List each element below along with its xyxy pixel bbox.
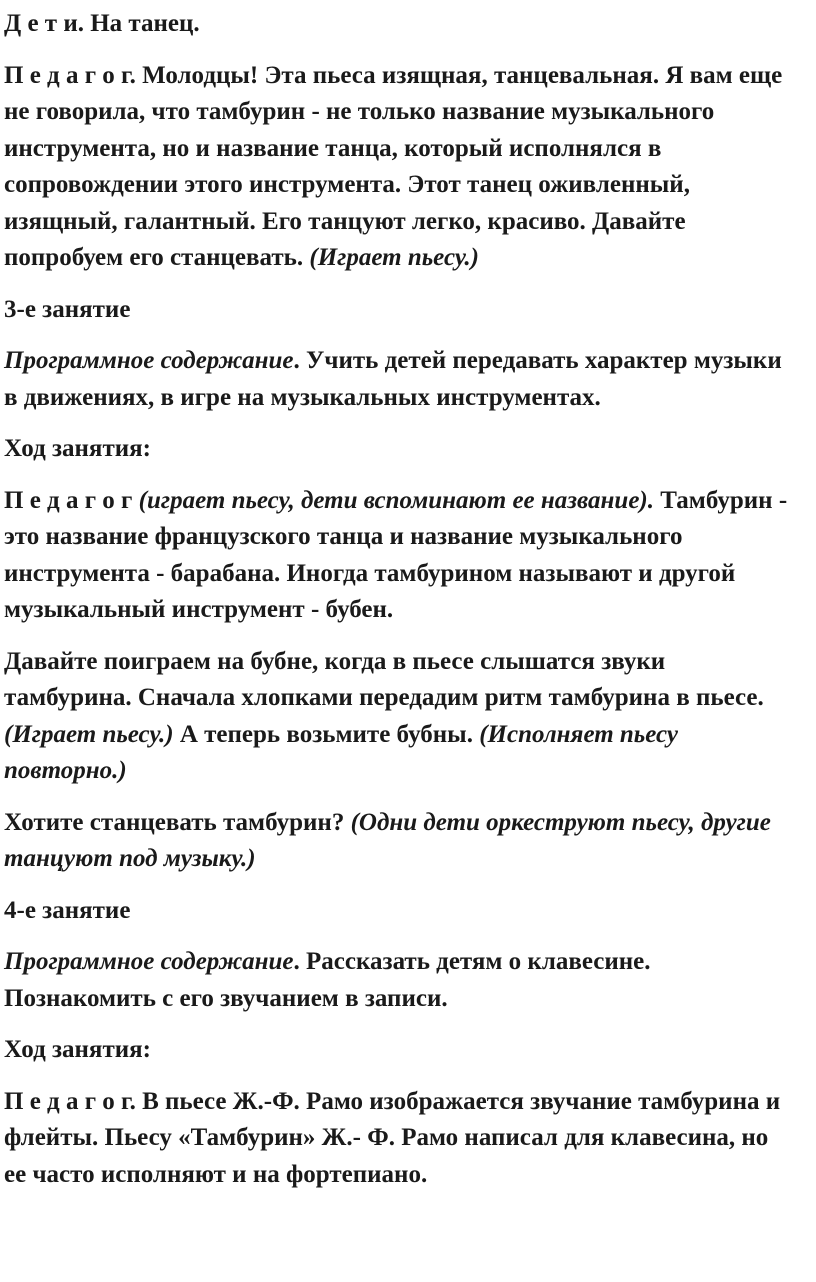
dialogue-text: А теперь возьмите бубны. xyxy=(179,720,473,748)
lesson-3-progress-heading: Ход занятия: xyxy=(4,435,151,462)
stage-remark: (Исполняет пьесу повторно.) xyxy=(4,720,679,784)
stage-remark: (Играет пьесу.) xyxy=(4,720,174,748)
stage-remark: (играет пьесу, дети вспоминают ее название). xyxy=(138,486,654,514)
dialogue-text: Хотите станцевать тамбурин? xyxy=(4,808,345,836)
speaker-teacher: П е д а г о г xyxy=(4,486,133,514)
stage-remark: (Играет пьесу.) xyxy=(309,244,479,271)
dialogue-teacher-rameau xyxy=(4,1084,794,1194)
dialogue-text: Молодцы! Эта пьеса изящная, танцевальная. Я вам еще не говорила, что тамбурин - не только название музыкального инструмента, но и название танца, который исполнялся в сопровождении этого инструмента. Этот танец оживленный, изящный, галантный. Его танцуют легко, красиво. Давайте попробуем его станцевать. xyxy=(4,61,783,271)
stage-remark: (Одни дети оркеструют пьесу, другие танцуют под музыку.) xyxy=(4,808,771,872)
lesson-3-heading: 3-е занятие xyxy=(4,295,131,323)
speaker-children: Д е т и. xyxy=(4,10,84,37)
dialogue-children-reply xyxy=(4,6,794,43)
program-content-label: Программное содержание xyxy=(4,948,294,975)
lesson-4-program-content xyxy=(4,944,794,1017)
dialogue-teacher-tambourin-name xyxy=(4,483,794,629)
dialogue-text: В пьесе Ж.-Ф. Рамо изображается звучание тамбурина и флейты. Пьесу «Тамбурин» Ж.- Ф. Рамо написал для клавесина, но ее часто исполняют и на фортепиано. xyxy=(4,1087,781,1188)
lesson-4-heading: 4-е занятие xyxy=(4,896,131,924)
speaker-teacher: П е д а г о г. xyxy=(4,1087,136,1115)
dialogue-dance-tambourin xyxy=(4,805,794,878)
program-content-label: Программное содержание xyxy=(4,347,294,374)
dialogue-teacher-tambourin-dance xyxy=(4,58,794,277)
dialogue-text: Тамбурин - это название французского танца и название музыкального инструмента - барабана. Иногда тамбурином называют и другой музыкальный инструмент - бубен. xyxy=(4,486,788,623)
speaker-teacher: П е д а г о г. xyxy=(4,61,136,89)
dialogue-text: На танец. xyxy=(90,10,200,37)
dialogue-play-tambourine xyxy=(4,644,794,790)
program-content-text: . Учить детей передавать характер музыки в движениях, в игре на музыкальных инструментах. xyxy=(4,347,782,411)
lesson-4-progress-heading: Ход занятия: xyxy=(4,1036,151,1063)
program-content-text: . Рассказать детям о клавесине. Познакомить с его звучанием в записи. xyxy=(4,948,651,1012)
lesson-3-program-content xyxy=(4,343,794,416)
dialogue-text: Давайте поиграем на бубне, когда в пьесе слышатся звуки тамбурина. Сначала хлопками передадим ритм тамбурина в пьесе. xyxy=(4,647,764,711)
